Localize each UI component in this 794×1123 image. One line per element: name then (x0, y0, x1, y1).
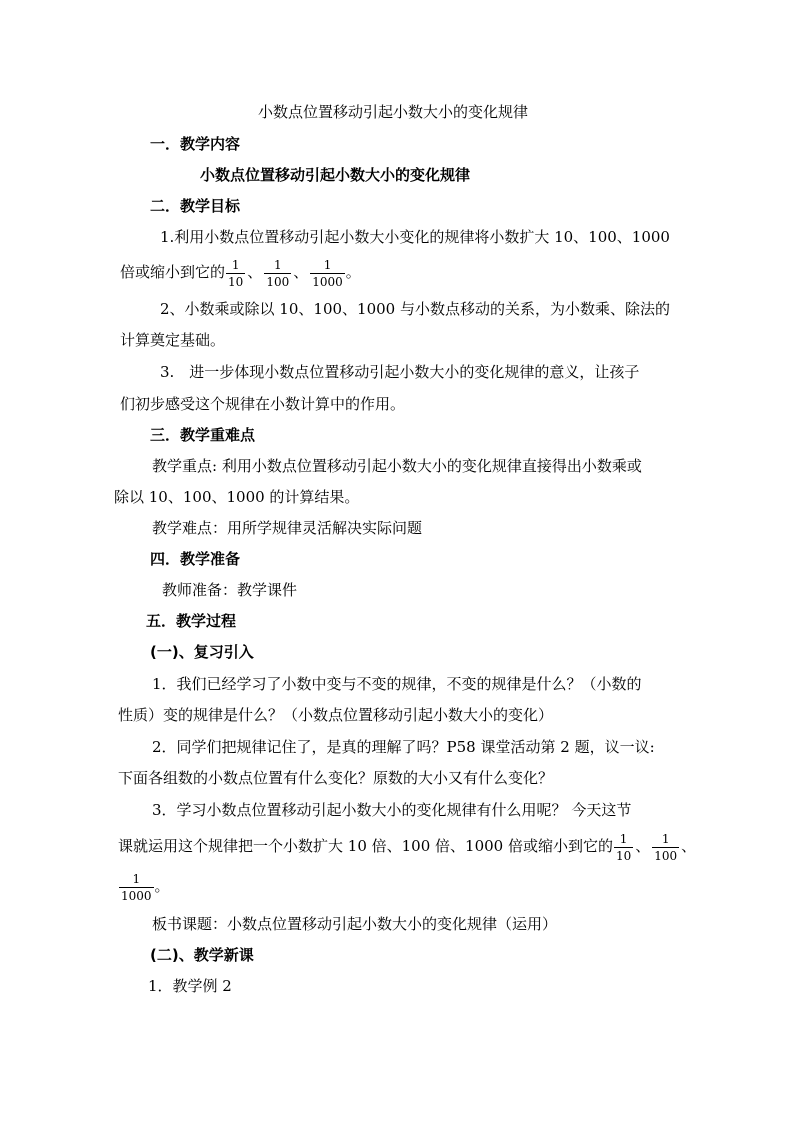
section-heading-5: 五．教学过程 (146, 612, 237, 630)
objective-2-line-1: 2、小数乘或除以 10、100、1000 与小数点移动的关系，为小数乘、除法的 (160, 300, 670, 318)
example-2: 1．教学例 2 (148, 977, 232, 995)
page-title: 小数点位置移动引起小数大小的变化规律 (258, 103, 529, 121)
review-item-2-line-1: 2．同学们把规律记住了，是真的理解了吗？P58 课堂活动第 2 题，议一议: (152, 738, 655, 756)
review-item-3-line-2: 课就运用这个规律把一个小数扩大 10 倍、100 倍、1000 倍或缩小到它的 $\frac{1}{10}$ 、 $\frac{1}{100}$ 、 (118, 831, 697, 863)
review-item-3-line-3: $\frac{1}{1000}$ 。 (121, 871, 170, 903)
key-point-line-1: 教学重点: 利用小数点位置移动引起小数大小的变化规律直接得出小数乘或 (152, 457, 642, 475)
difficulty-point: 教学难点：用所学规律灵活解决实际问题 (152, 519, 423, 537)
objective-3-line-1: 3. 进一步体现小数点位置移动引起小数大小的变化规律的意义，让孩子 (160, 363, 640, 381)
fraction-one-tenth-2: $\frac{1}{10}$ (615, 831, 632, 863)
review-item-1-line-2: 性质）变的规律是什么？（小数点位置移动引起小数大小的变化） (118, 706, 554, 724)
fraction-one-hundredth: $\frac{1}{100}$ (266, 257, 290, 289)
subsection-review: (一)、复习引入 (150, 643, 254, 661)
review-item-1-line-1: 1．我们已经学习了小数中变与不变的规律，不变的规律是什么？（小数的 (152, 675, 642, 693)
section-1-content: 小数点位置移动引起小数大小的变化规律 (200, 166, 471, 184)
fraction-one-tenth: $\frac{1}{10}$ (228, 257, 244, 289)
fraction-one-hundredth-2: $\frac{1}{100}$ (654, 831, 678, 863)
review-item-2-line-2: 下面各组数的小数点位置有什么变化？原数的大小又有什么变化？ (118, 769, 554, 787)
section-heading-3: 三．教学重难点 (150, 426, 256, 444)
board-title: 板书课题：小数点位置移动引起小数大小的变化规律（运用） (152, 915, 558, 933)
fraction-one-thousandth-2: $\frac{1}{1000}$ (121, 871, 152, 903)
objective-2-line-2: 计算奠定基础。 (120, 331, 226, 349)
objective-1-line-1: 1.利用小数点位置移动引起小数大小变化的规律将小数扩大 10、100、1000 (160, 228, 670, 246)
teacher-preparation: 教师准备：教学课件 (162, 581, 298, 599)
section-heading-1: 一．教学内容 (150, 135, 241, 153)
review-item-3-line-1: 3．学习小数点位置移动引起小数大小的变化规律有什么用呢？ 今天这节 (152, 801, 632, 819)
section-heading-2: 二．教学目标 (150, 197, 241, 215)
subsection-new-lesson: (二)、教学新课 (150, 946, 254, 964)
objective-1-line-2: 倍或缩小到它的 $\frac{1}{10}$ 、 $\frac{1}{100}$ 、 $\frac{1}{1000}$ 。 (120, 257, 361, 289)
objective-1-prefix: 倍或缩小到它的 (120, 263, 226, 281)
review-item-3-prefix: 课就运用这个规律把一个小数扩大 10 倍、100 倍、1000 倍或缩小到它的 (118, 837, 613, 855)
objective-3-line-2: 们初步感受这个规律在小数计算中的作用。 (120, 395, 406, 413)
section-heading-4: 四．教学准备 (150, 550, 241, 568)
key-point-line-2: 除以 10、100、1000 的计算结果。 (114, 488, 360, 506)
fraction-one-thousandth: $\frac{1}{1000}$ (312, 257, 343, 289)
